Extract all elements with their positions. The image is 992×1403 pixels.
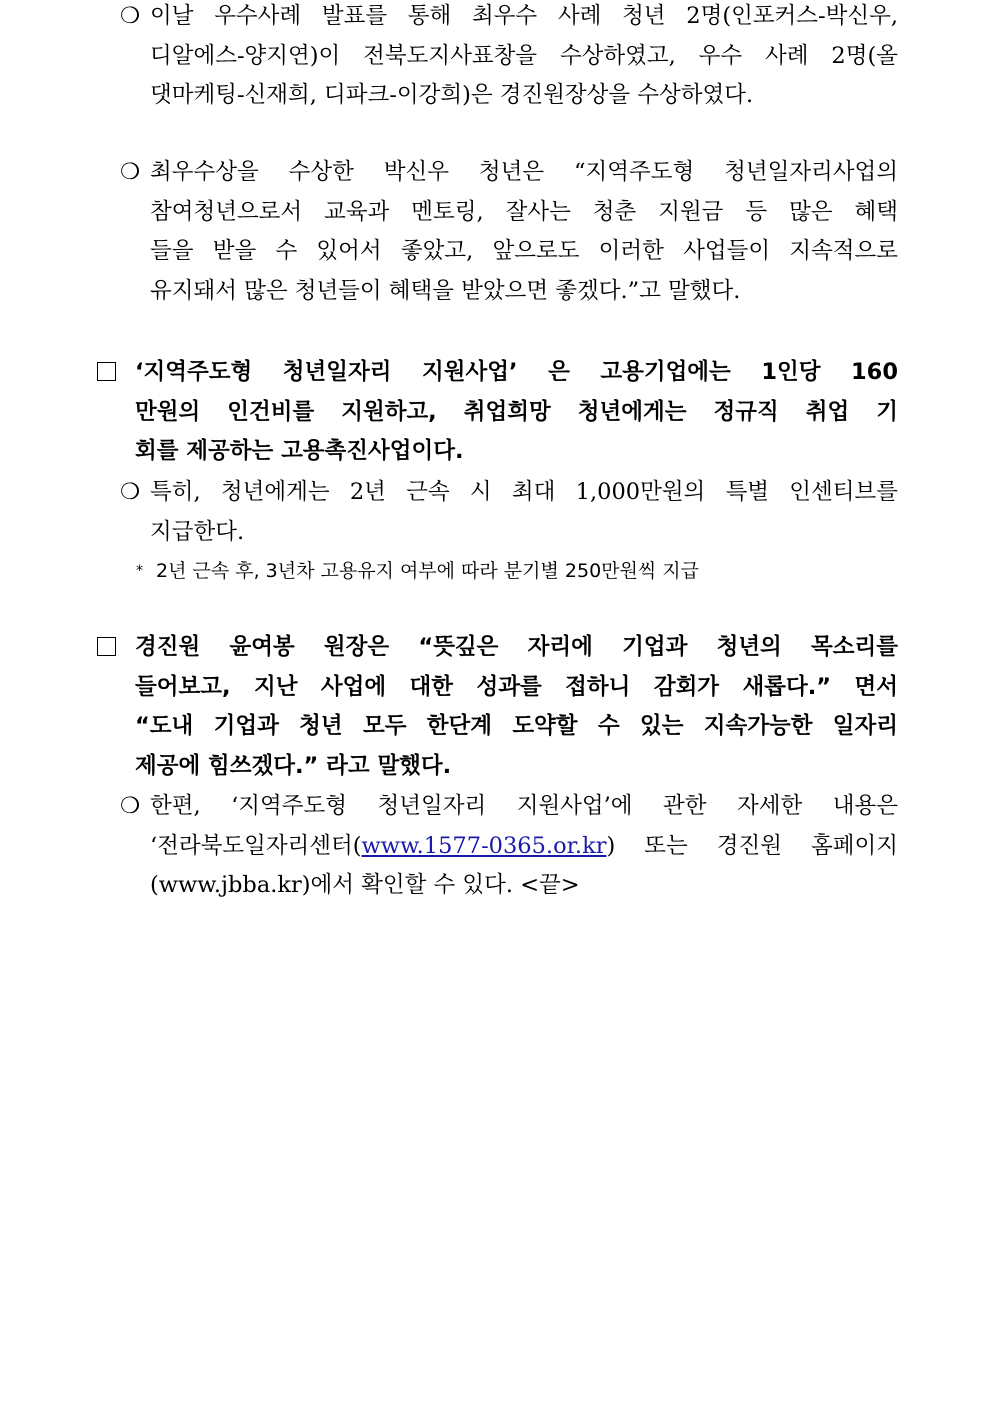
- award-paragraph: [120, 0, 898, 116]
- jobcenter-link[interactable]: www.1577-0365.or.kr: [361, 832, 607, 859]
- circle-bullet-icon: ❍: [120, 479, 141, 505]
- paragraph-line: 한편, ‘지역주도형 청년일자리 지원사업’에 관한 자세한 내용은: [150, 793, 898, 819]
- heading-line: “도내 기업과 청년 모두 한단계 도약할 수 있는 지속가능한 일자리: [135, 713, 898, 739]
- program-heading: [97, 353, 898, 472]
- circle-bullet-icon: ❍: [120, 159, 141, 185]
- heading-line: 경진원 윤여봉 원장은 “뜻깊은 자리에 기업과 청년의 목소리를: [135, 634, 898, 660]
- square-bullet-icon: [97, 353, 116, 393]
- winner-quote-paragraph: [120, 153, 898, 311]
- paragraph-line: 이날 우수사례 발표를 통해 최우수 사례 청년 2명(인포커스-박신우,: [150, 3, 898, 29]
- circle-bullet-icon: ❍: [120, 793, 141, 819]
- asterisk-icon: *: [136, 563, 143, 579]
- paragraph-line: 댓마케팅-신재희, 디파크-이강희)은 경진원장상을 수상하였다.: [150, 82, 754, 108]
- paragraph-line: 최우수상을 수상한 박신우 청년은 “지역주도형 청년일자리사업의: [150, 159, 898, 185]
- circle-bullet-icon: ❍: [120, 3, 141, 29]
- heading-line: ‘지역주도형 청년일자리 지원사업’ 은 고용기업에는 1인당 160: [135, 359, 898, 385]
- heading-line: 회를 제공하는 고용촉진사업이다.: [135, 438, 464, 464]
- director-heading: [97, 628, 898, 786]
- heading-line: 들어보고, 지난 사업에 대한 성과를 접하니 감회가 새롭다.” 면서: [135, 673, 898, 700]
- paragraph-line: 디알에스-양지연)이 전북도지사표창을 수상하였고, 우수 사례 2명(올: [150, 42, 898, 69]
- paragraph-line: 들을 받을 수 있어서 좋았고, 앞으로도 이러한 사업들이 지속적으로: [150, 238, 898, 264]
- paragraph-line: 지급한다.: [150, 518, 245, 545]
- paragraph-line: 참여청년으로서 교육과 멘토링, 잘사는 청춘 지원금 등 많은 혜택: [150, 198, 898, 225]
- heading-line: 만원의 인건비를 지원하고, 취업희망 청년에게는 정규직 취업 기: [135, 398, 898, 425]
- paragraph-line: (www.jbba.kr)에서 확인할 수 있다. <끝>: [150, 872, 580, 898]
- contact-paragraph: [120, 787, 898, 906]
- paragraph-line: 유지돼서 많은 청년들이 혜택을 받았으면 좋겠다.”고 말했다.: [150, 277, 741, 304]
- footnote: [136, 557, 836, 585]
- incentive-paragraph: [120, 473, 898, 552]
- footnote-line: 2년 근속 후, 3년차 고용유지 여부에 따라 분기별 250만원씩 지급: [156, 560, 699, 582]
- heading-line: 제공에 힘쓰겠다.” 라고 말했다.: [135, 752, 452, 779]
- square-bullet-icon: [97, 628, 116, 668]
- paragraph-line: ‘전라북도일자리센터(www.1577-0365.or.kr) 또는 경진원 홈페이지: [150, 832, 898, 859]
- paragraph-line: 특히, 청년에게는 2년 근속 시 최대 1,000만원의 특별 인센티브를: [150, 479, 898, 505]
